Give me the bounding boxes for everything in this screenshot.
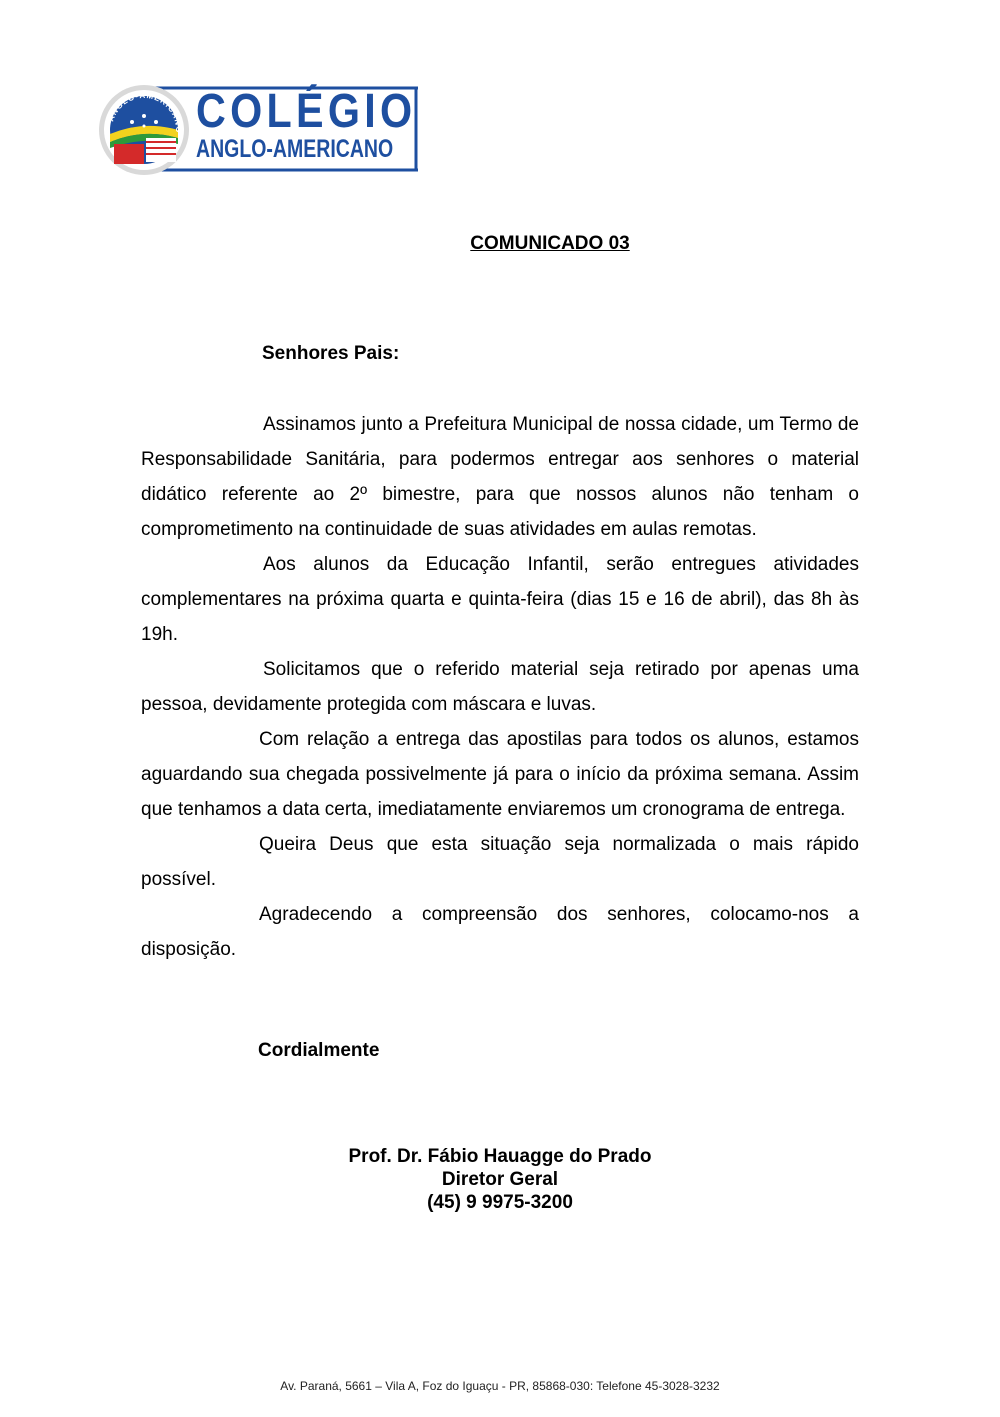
svg-text:ANGLO-AMERICANO: ANGLO-AMERICANO [106,90,184,134]
signatory-role: Diretor Geral [441,1169,559,1190]
signatory-phone: (45) 9 9975-3200 [427,1192,573,1213]
logo-name-line1: COLÉGIO [196,85,417,138]
paragraph: Queira Deus que esta situação seja normalizada o mais rápido possível. [141,834,859,890]
signatory-name: Prof. Dr. Fábio Hauagge do Prado [348,1146,652,1167]
paragraph: Agradecendo a compreensão dos senhores, colocamo-nos a disposição. [141,904,859,960]
greeting: Senhores Pais: [262,343,400,364]
footer-address: Av. Paraná, 5661 – Vila A, Foz do Iguaçu - PR, 85868-030: Telefone 45-3028-3232 [280,1379,720,1393]
paragraph: Solicitamos que o referido material seja retirado por apenas uma pessoa, devidamente protegida com máscara e luvas. [141,659,859,715]
document-body [141,407,859,967]
signature-block [0,1145,1000,1214]
paragraph: Com relação a entrega das apostilas para todos os alunos, estamos aguardando sua chegada possivelmente já para o início da próxima semana. Assim que tenhamos a data certa, imediatamente enviaremos um cronograma de entrega. [141,729,859,820]
document-title: COMUNICADO 03 [470,233,630,254]
logo-wordmark [196,85,418,163]
paragraph: Aos alunos da Educação Infantil, serão entregues atividades complementares na próxima quarta e quinta-feira (dias 15 e 16 de abril), das 8h às 19h. [141,554,859,645]
paragraph: Assinamos junto a Prefeitura Municipal de nossa cidade, um Termo de Responsabilidade Sanitária, para podermos entregar aos senhores o material didático referente ao 2º bimestre, para que nossos alunos não tenham o comprometimento na continuidade de suas atividades em aulas remotas. [141,414,859,540]
school-logo [96,82,426,182]
logo-name-line2: ANGLO-AMERICANO [196,135,394,163]
closing: Cordialmente [258,1040,380,1061]
